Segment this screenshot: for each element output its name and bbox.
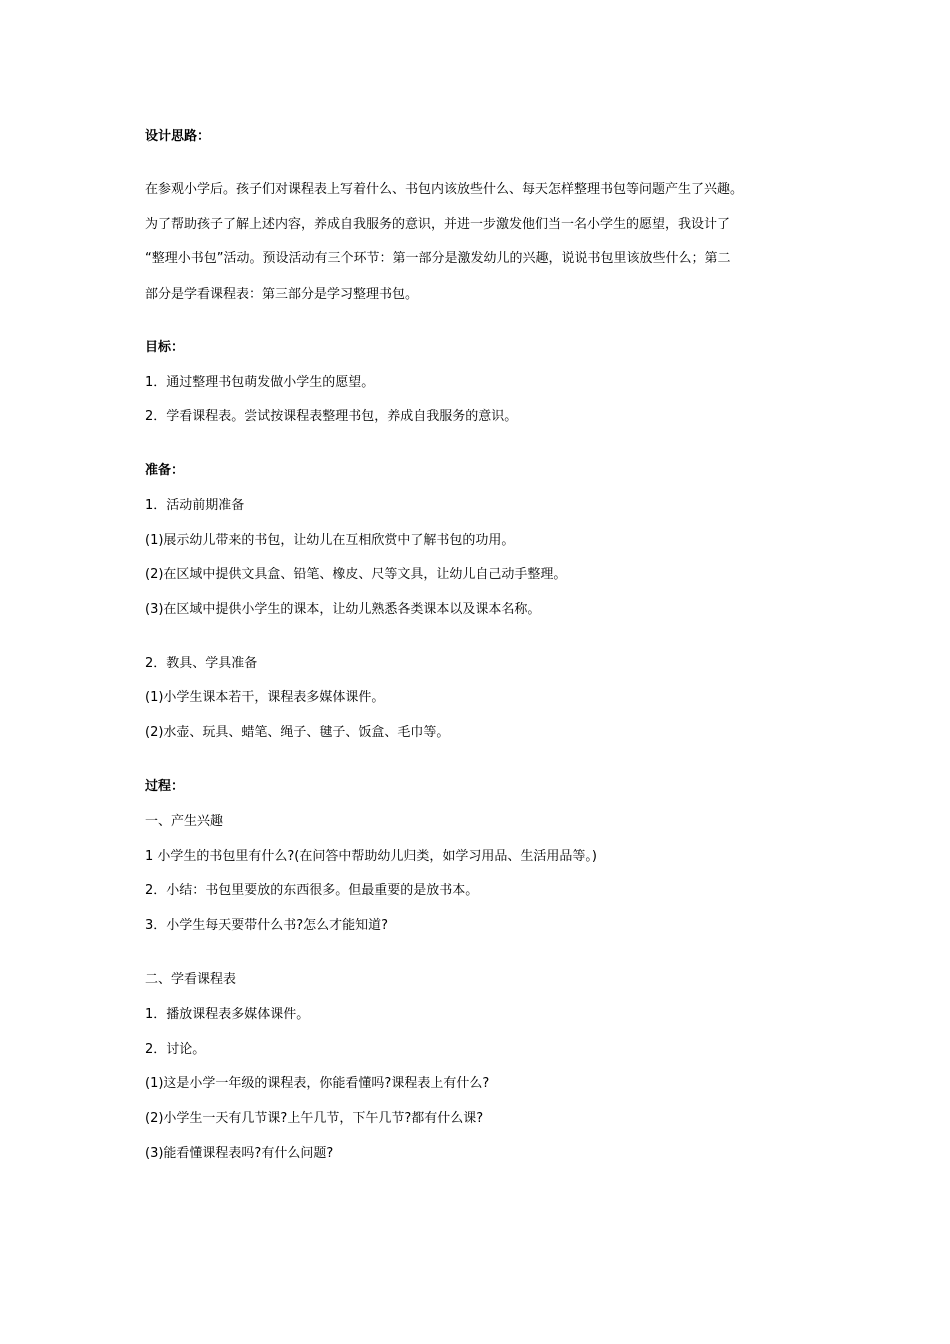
design-heading: 设计思路： (145, 129, 211, 144)
process-item: 二、学看课程表 (145, 972, 237, 987)
process-item: 1 小学生的书包里有什么?(在问答中帮助幼儿归类，如学习用品、生活用品等。) (145, 849, 597, 864)
paragraph-line: 为了帮助孩子了解上述内容，养成自我服务的意识，并进一步激发他们当一名小学生的愿望，我设计了 (145, 217, 731, 232)
process-item: 2．小结：书包里要放的东西很多。但最重要的是放书本。 (145, 883, 479, 898)
goals-heading: 目标： (145, 340, 185, 355)
paragraph-line: 部分是学看课程表：第三部分是学习整理书包。 (145, 287, 419, 302)
prep-item: (2)水壶、玩具、蜡笔、绳子、毽子、饭盒、毛巾等。 (145, 725, 450, 740)
process-item: (3)能看懂课程表吗?有什么问题? (145, 1146, 334, 1161)
process-item: 一、产生兴趣 (145, 814, 224, 829)
goal-item: 1．通过整理书包萌发做小学生的愿望。 (145, 375, 375, 390)
paragraph-line: 在参观小学后。孩子们对课程表上写着什么、书包内该放些什么、每天怎样整理书包等问题产生了兴趣。 (145, 182, 744, 197)
prep-item: 2．教具、学具准备 (145, 656, 258, 671)
paragraph-line: “整理小书包”活动。预设活动有三个环节：第一部分是激发幼儿的兴趣，说说书包里该放些什么；第二 (145, 251, 731, 266)
process-item: 3．小学生每天要带什么书?怎么才能知道? (145, 918, 389, 933)
prep-item: (1)展示幼儿带来的书包，让幼儿在互相欣赏中了解书包的功用。 (145, 533, 515, 548)
goal-item: 2．学看课程表。尝试按课程表整理书包，养成自我服务的意识。 (145, 409, 518, 424)
prep-item: (2)在区域中提供文具盒、铅笔、橡皮、尺等文具，让幼儿自己动手整理。 (145, 567, 567, 582)
prep-item: (1)小学生课本若干，课程表多媒体课件。 (145, 690, 385, 705)
process-item: 2．讨论。 (145, 1042, 206, 1057)
process-item: (2)小学生一天有几节课?上午几节，下午几节?都有什么课? (145, 1111, 484, 1126)
prep-heading: 准备： (145, 463, 185, 478)
process-heading: 过程： (145, 779, 185, 794)
process-item: (1)这是小学一年级的课程表，你能看懂吗?课程表上有什么? (145, 1076, 490, 1091)
prep-item: (3)在区域中提供小学生的课本，让幼儿熟悉各类课本以及课本名称。 (145, 602, 541, 617)
process-item: 1．播放课程表多媒体课件。 (145, 1007, 310, 1022)
prep-item: 1．活动前期准备 (145, 498, 245, 513)
